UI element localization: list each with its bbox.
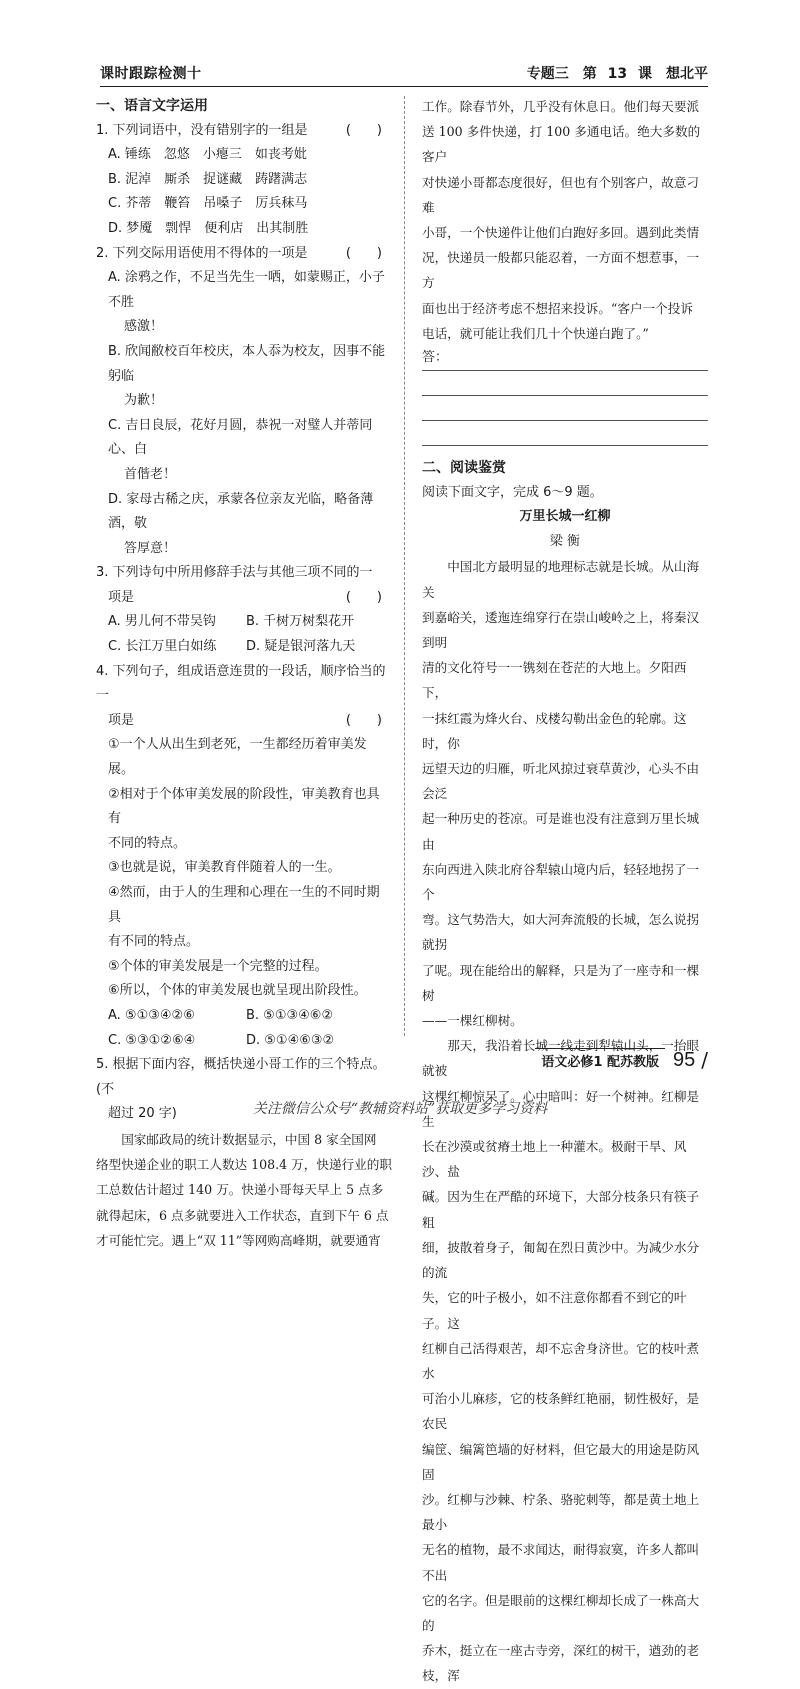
column-divider: [404, 96, 405, 1036]
option: A. ⑤①③④②⑥: [108, 1007, 195, 1023]
option: A. 涂鸦之作，不足当先生一哂，如蒙赐正，小子不胜: [108, 270, 385, 310]
article-line: 那天，我沿着长城一线走到犁辕山头，一抬眼就被: [422, 1038, 700, 1079]
passage-line: 对快递小哥都态度很好，但也有个别客户，故意刁难: [422, 174, 700, 215]
question-stem: 2. 下列交际用语使用不得体的一项是: [96, 245, 308, 261]
article-line: 长在沙漠或贫瘠土地上一种灌木。极耐干旱、风沙、盐: [422, 1139, 687, 1180]
article-author: 梁 衡: [549, 533, 581, 549]
right-column: [422, 94, 708, 1689]
article-line: 无名的植物，最不求闻达，耐得寂寞，许多人都叫不出: [422, 1542, 700, 1583]
option-row: [96, 635, 392, 660]
passage-line: 络型快递企业的职工人数达 108.4 万，快递行业的职: [96, 1157, 392, 1173]
article-line: ——一棵红柳树。: [422, 1013, 523, 1029]
sentence-item-cont: 有不同的特点。: [108, 934, 200, 950]
option-continued: 首偕老！: [124, 466, 177, 482]
sentence-item-cont: 不同的特点。: [108, 835, 187, 851]
option-continued: 感激！: [124, 319, 164, 335]
question-2: [96, 242, 392, 562]
section-title: 二、阅读鉴赏: [422, 460, 506, 477]
option: B. 千树万树梨花开: [246, 614, 355, 630]
answer-paren: ( ): [345, 122, 382, 138]
passage-line: 电话，就可能让我们几十个快递白跑了。”: [422, 325, 649, 341]
question-stem-cont: 超过 20 字): [108, 1106, 177, 1122]
article-line: 红柳自己活得艰苦，却不忘舍身济世。它的枝叶煮水: [422, 1340, 700, 1381]
answer-line[interactable]: [422, 371, 708, 396]
option: D. 梦魇 剽悍 便利店 出其制胜: [108, 220, 309, 236]
option: C. ⑤③①②⑥④: [108, 1032, 196, 1048]
article-line: 可治小儿麻疹，它的枝条鲜红艳丽，韧性极好，是农民: [422, 1391, 700, 1432]
answer-label: 答：: [422, 350, 449, 366]
option: D. ⑤①④⑥③②: [246, 1032, 335, 1048]
passage-line: 工作。除春节外，几乎没有休息日。他们每天要派: [422, 99, 700, 114]
article-line: 弯。这气势浩大，如大河奔流般的长城，怎么说拐就拐: [422, 912, 700, 953]
article-line: 失，它的叶子极小，如不注意你都看不到它的叶子。这: [422, 1290, 687, 1331]
option: C. 长江万里白如练: [108, 639, 217, 655]
option: B. 泥淖 厮杀 捉谜藏 踌躇满志: [108, 171, 308, 187]
sentence-item: ②相对于个体审美发展的阶段性，审美教育也具有: [108, 786, 380, 827]
answer-paren: ( ): [345, 712, 382, 728]
page-slash: /: [701, 1048, 708, 1072]
option: C. 吉日良辰，花好月圆，恭祝一对璧人并蒂同心、白: [108, 417, 373, 458]
answer-paren: ( ): [345, 589, 382, 605]
passage-line: 面也出于经济考虑不想招来投诉。“客户一个投诉: [422, 300, 693, 316]
reading-intro: 阅读下面文字，完成 6～9 题。: [422, 484, 603, 500]
passage-line: 国家邮政局的统计数据显示，中国 8 家全国网: [121, 1131, 377, 1147]
answer-paren: ( ): [345, 245, 382, 261]
article-line: 中国北方最明显的地理标志就是长城。从山海关: [422, 559, 700, 600]
passage-line: 况，快递员一般都只能忍着，一方面不想惹事，一方: [422, 250, 700, 291]
article-line: 到嘉峪关，逶迤连绵穿行在崇山峻岭之上，将秦汉到明: [422, 609, 700, 651]
sentence-item: ⑤个体的审美发展是一个完整的过程。: [108, 958, 328, 974]
article-line: 起一种历史的苍凉。可是谁也没有注意到万里长城由: [422, 811, 700, 852]
page-number: 95: [673, 1049, 696, 1071]
option: A. 男儿何不带吴钩: [108, 614, 216, 630]
article-line: 细，披散着身子，匍匐在烈日黄沙中。为减少水分的流: [422, 1239, 700, 1281]
article-line: 这棵红柳惊呆了。心中暗叫：好一个树神。红柳是生: [422, 1088, 700, 1129]
question-3: [96, 561, 392, 659]
article-title: 万里长城一红柳: [519, 509, 611, 525]
question-4: [96, 660, 392, 1054]
passage-line: 送 100 多件快递，打 100 多通电话。绝大多数的客户: [422, 124, 701, 165]
answer-line[interactable]: [422, 346, 708, 371]
option: D. 家母古稀之庆，承蒙各位亲友光临，略备薄酒，敬: [108, 491, 374, 532]
sentence-item: ③也就是说，审美教育伴随着人的一生。: [108, 860, 341, 876]
article-line: 远望天边的归雁，听北风掠过衰草黄沙，心头不由会泛: [422, 761, 700, 802]
question-stem-cont: 项是: [108, 589, 135, 605]
article-line: 清的文化符号一一镌刻在苍茫的大地上。夕阳西下，: [422, 660, 687, 701]
option: D. 疑是银河落九天: [246, 639, 356, 655]
passage-line: 小哥，一个快递件让他们白跑好多回。遇到此类情: [422, 225, 700, 241]
article-line: 编筐、编篱笆墙的好材料，但它最大的用途是防风固: [422, 1441, 700, 1482]
sentence-item: ⑥所以，个体的审美发展也就呈现出阶段性。: [108, 983, 367, 999]
article-paragraph-2: [422, 1033, 708, 1688]
option-row: [96, 1004, 392, 1029]
watermark-text: 关注微信公众号“教辅资料站”获取更多学习资料: [252, 1101, 548, 1117]
option: B. ⑤①③④⑥②: [246, 1007, 334, 1023]
sentence-item: ④然而，由于人的生理和心理在一生的不同时期具: [108, 885, 380, 925]
option: C. 芥蒂 鞭笞 吊嗓子 厉兵秣马: [108, 196, 308, 212]
passage-line: 才可能忙完。遇上“双 11”等网购高峰期，就要通宵: [96, 1232, 381, 1248]
question-1: [96, 119, 392, 242]
option: B. 欣闻敝校百年校庆，本人忝为校友，因事不能躬临: [108, 343, 386, 384]
section-title: 一、语言文字运用: [96, 98, 208, 114]
option-row: [96, 610, 392, 635]
article-paragraph-1: [422, 554, 708, 1033]
page-footer: [535, 1050, 708, 1072]
question-5: [96, 1053, 392, 1253]
question-stem: 1. 下列词语中，没有错别字的一组是: [96, 122, 308, 138]
article-line: 一抹红霞为烽火台、戍楼勾勒出金色的轮廓。这时，你: [422, 710, 687, 751]
question-stem: 5. 根据下面内容，概括快递小哥工作的三个特点。(不: [96, 1057, 386, 1097]
article-line: 它的名字。但是眼前的这棵红柳却长成了一株高大的: [422, 1592, 700, 1633]
header-lesson: 专题三 第 13 课 想北平: [526, 66, 708, 82]
answer-line[interactable]: [422, 396, 708, 421]
header-title: 课时跟踪检测十: [100, 66, 202, 82]
q5-passage-continued: [422, 94, 708, 346]
q5-passage: [96, 1127, 392, 1253]
left-column: [96, 94, 392, 1253]
article-line: 东向西进入陕北府谷犁辕山境内后，轻轻地拐了一个: [422, 861, 700, 903]
article-line: 了呢。现在能给出的解释，只是为了一座寺和一棵树: [422, 962, 700, 1003]
option-continued: 答厚意！: [124, 540, 177, 556]
passage-line: 就得起床，6 点多就要进入工作状态，直到下午 6 点: [96, 1207, 389, 1223]
question-stem: 4. 下列句子，组成语意连贯的一段话，顺序恰当的一: [96, 663, 386, 704]
question-stem-cont: 项是: [108, 712, 135, 728]
answer-line[interactable]: [422, 421, 708, 446]
article-line: 沙。红柳与沙棘、柠条、骆驼刺等，都是黄土地上最小: [422, 1491, 700, 1533]
page-header: [100, 60, 708, 87]
article-line: 碱。因为生在严酷的环境下，大部分枝条只有筷子粗: [422, 1189, 700, 1230]
option: A. 锤练 忽悠 小瘪三 如丧考妣: [108, 147, 307, 163]
article-line: 乔木，挺立在一座古寺旁，深红的树干，遒劲的老枝，浑: [422, 1643, 700, 1684]
option-continued: 为歉！: [124, 393, 164, 409]
edition-label: 语文必修1 配苏教版: [535, 1048, 665, 1072]
passage-line: 工总数估计超过 140 万。快递小哥每天早上 5 点多: [96, 1182, 384, 1198]
question-stem: 3. 下列诗句中所用修辞手法与其他三项不同的一: [96, 565, 373, 581]
sentence-item: ①一个人从出生到老死，一生都经历着审美发展。: [108, 737, 367, 778]
option-row: [96, 1029, 392, 1054]
